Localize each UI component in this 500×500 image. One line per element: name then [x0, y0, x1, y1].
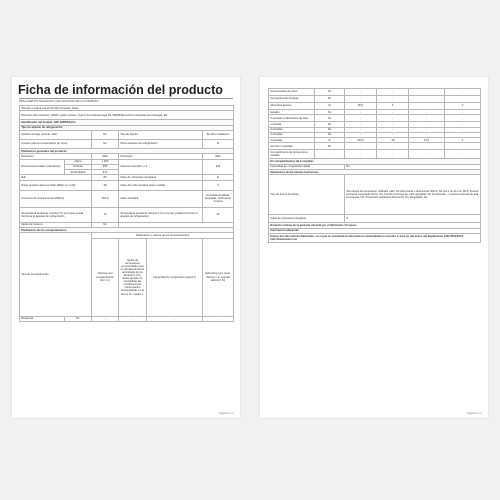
compartment-name: Conservación de vinos	[269, 89, 315, 96]
compartment-volume: -	[345, 143, 377, 150]
pantry-capacity: -	[147, 316, 203, 321]
compartment-capacity: -	[409, 127, 445, 132]
depth-label: Profundidad	[65, 170, 92, 175]
compartment-present: No	[315, 122, 345, 127]
compartment-name: 3 estrellas	[269, 132, 315, 137]
light-energy-class-value: G	[345, 215, 481, 223]
compartment-capacity: -	[409, 89, 445, 96]
light-energy-class-label: Clase de eficiencia energética	[269, 215, 345, 223]
compartment-temp: -	[377, 143, 409, 150]
compartment-name: 0 estrellas o fabricación de hielo	[269, 115, 315, 122]
regulation-reference: REGLAMENTO DELEGADO (UE) 2019/2016 DE LA COMISIÓN	[19, 100, 99, 103]
compartment-row	[269, 150, 481, 159]
page-number: Página 2 / 2	[467, 411, 482, 415]
compartment-volume: -	[345, 89, 377, 96]
title-divider	[19, 98, 233, 99]
warranty-info: Duración mínima de la garantía ofrecida por el fabricante: 24 meses	[269, 223, 481, 228]
compartment-defrost: -	[445, 143, 481, 150]
compartment-name: 1 estrella	[269, 122, 315, 127]
light-source-type-label: Tipo de fuente luminosa	[269, 175, 345, 215]
compartment-volume: -	[345, 132, 377, 137]
max-ambient-temp-value: 43	[203, 207, 234, 222]
compartment-present: No	[315, 96, 345, 103]
compartment-volume: -	[345, 110, 377, 115]
general-params-heading: Parámetros generales del producto:	[20, 149, 234, 154]
defrost-type-header: Defrosting type (auto-defrost = A, manual defrost = M)	[203, 238, 234, 316]
pantry-volume: -	[92, 316, 119, 321]
compartment-capacity: -	[409, 110, 445, 115]
compartment-temp: -	[377, 115, 409, 122]
model-identifier: Identificador del modelo: H3F-320WTAAU1	[20, 120, 234, 125]
compartment-volume: -	[345, 115, 377, 122]
compartment-defrost: A	[445, 103, 481, 110]
appliance-type-heading: Tipo de aparato de refrigeración:	[20, 125, 234, 130]
compartment-row	[269, 89, 481, 96]
low-noise-label: Aparato de bajo nivel de ruido:	[20, 131, 92, 140]
pantry-temp: -	[119, 316, 147, 321]
compartment-temp: -	[377, 150, 409, 159]
total-volume-value: 336	[203, 159, 234, 175]
col-header-parameter-2: Parámetro	[119, 154, 203, 159]
col-header-value: Valor	[92, 154, 119, 159]
compartment-temp: 4	[377, 103, 409, 110]
compartment-defrost: -	[445, 115, 481, 122]
freezing-capacity-header: Capacidad de congelación (kg/24 h)	[147, 238, 203, 316]
compartment-defrost: A	[445, 138, 481, 143]
col-header-parameter: Parámetro	[20, 154, 92, 159]
compartment-name: Alimentos frescos	[269, 103, 315, 110]
supplier-address: Dirección del proveedor: EPRO, public content, Carrer de la Metal-lúrgia 53, 08038 Barcelona l'Hospitalet de Llobregat, ES	[20, 111, 234, 120]
annual-energy-label: Consumo de energía anual (kWh/a)	[20, 190, 92, 207]
low-noise-value: No	[92, 131, 119, 140]
compartment-row	[269, 103, 481, 110]
compartment-row	[269, 115, 481, 122]
pantry-defrost: -	[203, 316, 234, 321]
page-2	[260, 77, 488, 418]
width-value: 595	[92, 164, 119, 169]
compartment-defrost: -	[445, 132, 481, 137]
compartment-row	[269, 143, 481, 150]
eei-label: IEE	[20, 175, 92, 180]
compartment-type-header: Tipo de compartimento	[20, 233, 92, 316]
compartment-present: No	[315, 110, 345, 115]
page-1	[12, 77, 240, 418]
dimensions-label: Dimensiones totales (milímetros)	[20, 159, 65, 175]
manufacturer-link-text: Enlace del sitio web del fabricante, en el que se encuentra la información contemplada en el punto 4, letra a), del anexo del Reglamento (UE) 2019/2019: http://www.haier.com	[269, 233, 481, 242]
compartment-params-heading: Parámetros de los compartimentos:	[20, 228, 234, 233]
compartment-defrost: -	[445, 127, 481, 132]
compartment-present: No	[315, 132, 345, 137]
fast-freeze-label: Capacidad de congelación rápida	[269, 164, 345, 169]
design-type-value: Bo libre instalación	[203, 131, 234, 140]
compartment-name: Compartimento bodega	[269, 96, 315, 103]
compartment-present: Sí	[315, 138, 345, 143]
recommended-temp-header: Ajuste de temperatura recomendado para un almacenamiento optimizado de los alimentos (°C). Estos ajustes no contradirán las condiciones de conservación contempladas en el anexo IV, cuadro 3.	[119, 238, 147, 316]
pantry-label: Despensa	[20, 316, 65, 321]
compartment-name: 2 estrellas	[269, 127, 315, 132]
width-label: Anchura	[65, 164, 92, 169]
wine-storage-label: Armario para la conservación de vinos:	[20, 140, 92, 149]
compartment-values-header: Parámetros y valores de los compartimentos	[92, 233, 234, 238]
height-value: 1 933	[92, 159, 119, 164]
light-source-heading: Parámetros de las fuentes luminosas:	[269, 169, 481, 174]
page-number: Página 1 / 2	[219, 411, 234, 415]
eei-value: 80	[92, 175, 119, 180]
compartment-temp: -	[377, 96, 409, 103]
annual-energy-value: 252,0	[92, 190, 119, 207]
compartment-defrost: -	[445, 122, 481, 127]
compartment-volume: 96,0	[345, 103, 377, 110]
compartment-defrost: -	[445, 96, 481, 103]
compartment-temp: -	[377, 89, 409, 96]
compartment-volume-header: Volumen del compartimento (dm³ o l)	[92, 238, 119, 316]
climate-class-label: Clase climática:	[119, 190, 203, 207]
noise-emission-label: Ruido acústico aéreo emitido (dB(A) re 1 pW)	[20, 180, 92, 190]
compartment-capacity: 15,0	[409, 138, 445, 143]
supplier-name: Nombre o marca comercial del proveedor: Haier	[20, 106, 234, 111]
energy-class-label: Clase de eficiencia energética	[119, 175, 203, 180]
winter-setting-label: Ajuste de invierno	[20, 222, 92, 227]
energy-class-value: E	[203, 175, 234, 180]
noise-emission-value: 38	[92, 180, 119, 190]
compartment-temp: -	[377, 127, 409, 132]
compartment-capacity: -	[409, 143, 445, 150]
compartment-present: -	[315, 150, 345, 159]
compartment-capacity: -	[409, 96, 445, 103]
winter-setting-value: No	[92, 222, 119, 227]
compartment-volume: -	[345, 122, 377, 127]
pantry-present: No	[65, 316, 92, 321]
compartment-defrost: -	[445, 150, 481, 159]
product-info-table	[19, 105, 234, 322]
other-appliance-value: Sí	[203, 140, 234, 149]
compartment-present: No	[315, 115, 345, 122]
compartment-capacity: -	[409, 103, 445, 110]
min-ambient-temp-value: 10	[92, 207, 119, 222]
compartment-capacity: -	[409, 115, 445, 122]
depth-value: 673	[92, 170, 119, 175]
design-type-label: Tipo de diseño:	[119, 131, 203, 140]
max-ambient-temp-label: Temperatura ambiente máxima (°C) en la que puede funcionar el aparato de refrigeración	[119, 207, 203, 222]
compartment-present: No	[315, 89, 345, 96]
page-title: Ficha de información del producto	[18, 83, 223, 97]
compartment-capacity: -	[409, 122, 445, 127]
compartment-temp: -	[377, 122, 409, 127]
light-source-type-value: Tecnología de iluminación utilizada: LED; No direccional o direccional: NDLS; De red o no de red: MLS; Fuente luminosa conectada (CLS): No; Fuente luminosa de color ajustable: No; Envolvente: -; Fuente luminosa de alta luminancia: No; Protección antideslumbramiento: No; Regulable: No	[345, 175, 481, 215]
noise-class-value: C	[203, 180, 234, 190]
col-header-value-2: Valor	[203, 154, 234, 159]
compartment-temp: -	[377, 110, 409, 115]
climate-class-value: templada ampliada, templada, subtropical, tropical	[203, 190, 234, 207]
compartment-table	[268, 88, 481, 243]
compartment-volume: 240,0	[345, 138, 377, 143]
compartment-name: Compartimento de temperatura variable	[269, 150, 315, 159]
compartment-present: No	[315, 143, 345, 150]
compartment-capacity: -	[409, 150, 445, 159]
compartment-defrost: -	[445, 89, 481, 96]
noise-class-label: Clase de ruido acústico aéreo emitido	[119, 180, 203, 190]
fast-freeze-value: No	[345, 164, 481, 169]
compartment-volume: -	[345, 127, 377, 132]
compartment-temp: -18	[377, 138, 409, 143]
compartment-defrost: -	[445, 110, 481, 115]
four-star-heading: En compartimentos de 4 estrellas:	[269, 159, 481, 164]
additional-info-label: Información adicional:	[269, 228, 481, 233]
compartment-present: No	[315, 127, 345, 132]
compartment-volume: -	[345, 150, 377, 159]
compartment-volume: -	[345, 96, 377, 103]
compartment-name: Helador	[269, 110, 315, 115]
compartment-row	[269, 96, 481, 103]
compartment-temp: -	[377, 132, 409, 137]
other-appliance-label: Otros aparatos de refrigeración:	[119, 140, 203, 149]
height-label: Altura	[65, 159, 92, 164]
compartment-present: Sí	[315, 103, 345, 110]
min-ambient-temp-label: Temperatura ambiente mínima (°C) en la que puede funcionar el aparato de refrigeración	[20, 207, 92, 222]
total-volume-label: Volumen total (dm³ o l)	[119, 159, 203, 175]
compartment-capacity: -	[409, 132, 445, 137]
compartment-name: 4 estrellas	[269, 138, 315, 143]
wine-storage-value: No	[92, 140, 119, 149]
compartment-name: Sección 2 estrellas	[269, 143, 315, 150]
